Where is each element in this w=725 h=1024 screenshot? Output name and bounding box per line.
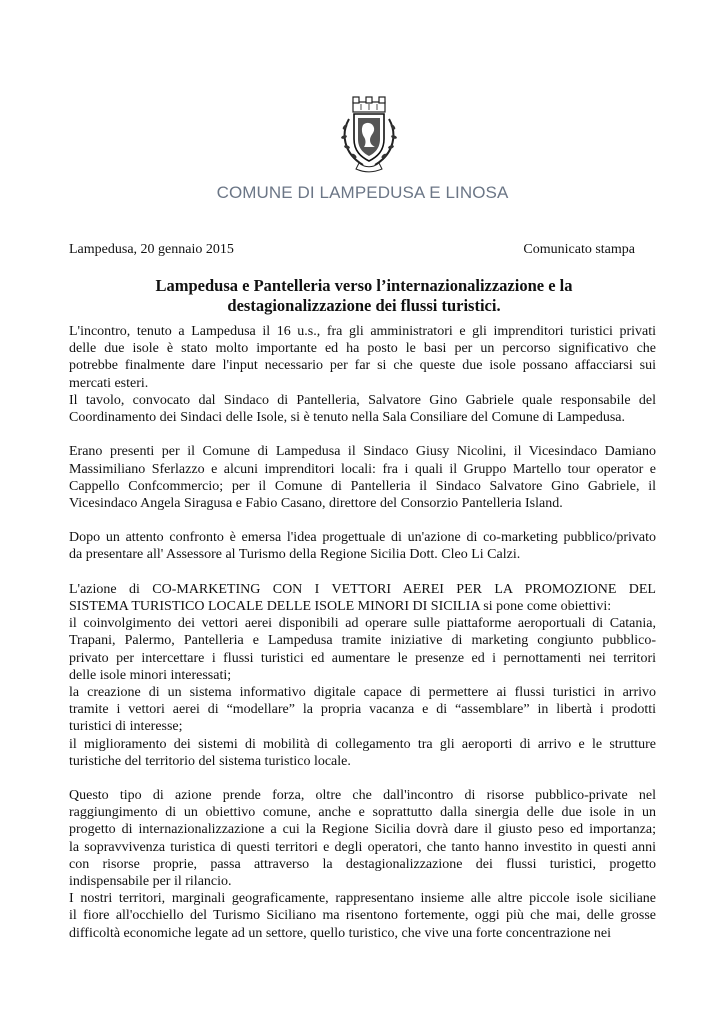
body-line: turistiche del territorio del sistema turistico locale. [69,753,351,769]
body-line: difficoltà economiche legate ad un settore, quello turistico, che vive una forte concentrazione nei [69,925,612,941]
headline-line-1: Lampedusa e Pantelleria verso l’internazionalizzazione e la [155,276,573,295]
body-line: indispensabile per il rilancio. [69,874,232,889]
body-line: raggiungimento di un obiettivo comune, anche e soprattutto dalla sinergia delle due isole in un [69,805,656,821]
headline-line-2: destagionalizzazione dei flussi turistici. [227,296,501,315]
paragraph-gap [69,770,656,787]
paragraph-gap [69,512,656,529]
headline [69,276,659,316]
body-line: Vicesindaco Angela Siragusa e Fabio Casano, direttore del Consorzio Pantelleria Island. [69,495,563,511]
body-line: Questo tipo di azione prende forza, oltre che dall'incontro di risorse pubblico-private nel [69,788,656,804]
body-line: mercati esteri. [69,375,149,391]
body-line: tramite i vettori aerei di “modellare” la propria vacanza e di “assemblare” in libertà i prodotti [69,702,656,718]
body-line: Massimiliano Sferlazzo e alcuni imprenditori locali: fra i quali il Gruppo Martello tour operator e [69,461,656,477]
dateline [69,242,635,258]
body-line: il coinvolgimento dei vettori aerei disponibili ad operare sulle piattaforme aeroportuali di Catania, [69,616,656,632]
body-line: turistici di interesse; [69,719,183,735]
body-line: delle due isole è stato molto importante ed ha posto le basi per un percorso significativo che [69,341,656,357]
body-line: il fiore all'occhiello del Turismo Siciliano ma risentono fortemente, oggi più che mai, delle grosse [69,908,656,924]
body-line: la sopravvivenza turistica di questi territori e degli operatori, che tanto hanno investito in questi anni [69,839,656,855]
body-line: il miglioramento dei sistemi di mobilità di collegamento tra gli aeroporti di arrivo e le strutture [69,736,656,752]
paragraph-gap [69,564,656,581]
body-line: L'incontro, tenuto a Lampedusa il 16 u.s., fra gli amministratori e gli imprenditori turistici privati [69,324,656,339]
body-line: SISTEMA TURISTICO LOCALE DELLE ISOLE MINORI DI SICILIA si pone come obiettivi: [69,599,612,614]
body-line: la creazione di un sistema informativo digitale capace di permettere ai flussi turistici in arrivo [69,684,656,700]
paragraph-gap [69,426,656,443]
comune-crest-logo [337,95,401,173]
body-line: progetto di internazionalizzazione a cui la Regione Sicilia dovrà dare il giusto peso ed importanza; [69,822,656,838]
body-line: L'azione di CO-MARKETING CON I VETTORI AEREI PER LA PROMOZIONE DEL [69,581,656,597]
body-line: delle isole minori interessati; [69,667,232,683]
document-type: Comunicato stampa [523,242,635,257]
body-line: potrebbe finalmente dare l'input necessario per far si che queste due isole possano affacciarsi sui [69,358,656,374]
body-line: Dopo un attento confronto è emersa l'idea progettuale di un'azione di co-marketing pubblico/privato [69,530,656,546]
body-line: da presentare all' Assessore al Turismo della Regione Sicilia Dott. Cleo Li Calzi. [69,547,521,563]
body-line: I nostri territori, marginali geograficamente, rappresentano insieme alle altre piccole isole siciliane [69,891,656,907]
body-line: Coordinamento dei Sindaci delle Isole, si è tenuto nella Sala Consiliare del Comune di Lampedusa. [69,409,625,425]
body-line: Trapani, Palermo, Pantelleria e Lampedusa tramite iniziative di marketing congiunto pubblico- [69,633,656,649]
body-text [69,323,656,942]
body-line: Il tavolo, convocato dal Sindaco di Pantelleria, Salvatore Gino Gabriele quale responsabile del [69,392,656,408]
body-line: Erano presenti per il Comune di Lampedusa il Sindaco Giusy Nicolini, il Vicesindaco Damiano [69,444,656,460]
body-line: privato per intercettare i flussi turistici ed aumentare le presenze ed i pernottamenti nei territori [69,650,656,666]
place-and-date: Lampedusa, 20 gennaio 2015 [69,242,234,257]
organization-name: COMUNE DI LAMPEDUSA E LINOSA [216,183,509,202]
body-line: Cappello Confcommercio; per il Comune di Pantelleria il Sindaco Salvatore Gino Gabriele, il [69,478,656,494]
body-line: con risorse proprie, passa attraverso la destagionalizzazione dei flussi turistici, progetto [69,856,656,872]
